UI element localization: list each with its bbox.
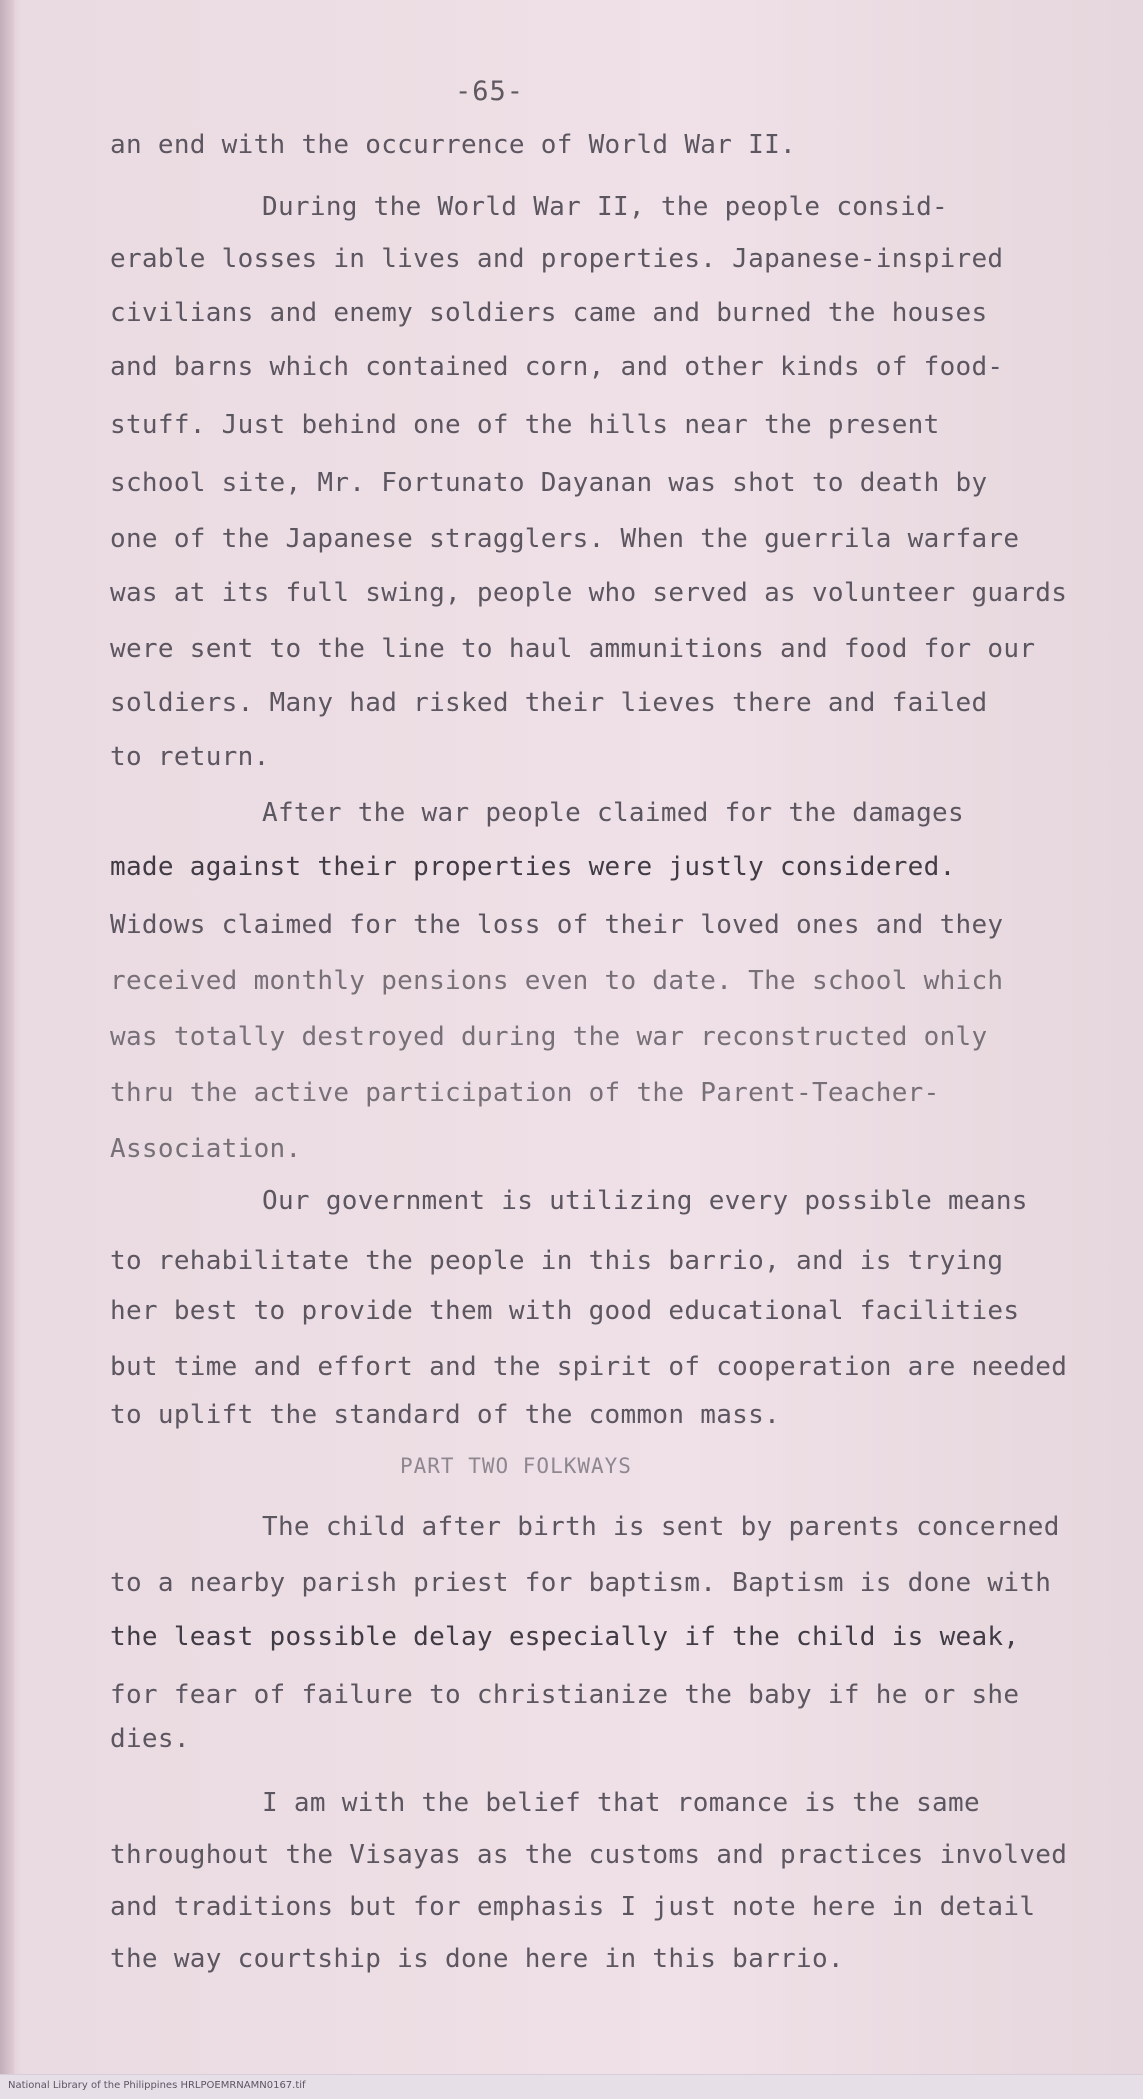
- text-line: to return.: [110, 742, 270, 772]
- text-line: her best to provide them with good educational facilities: [110, 1296, 1020, 1326]
- text-line: The child after birth is sent by parents concerned: [262, 1512, 1060, 1542]
- text-line: civilians and enemy soldiers came and burned the houses: [110, 298, 988, 328]
- section-heading: PART TWO FOLKWAYS: [400, 1454, 632, 1478]
- text-line: Our government is utilizing every possible means: [262, 1186, 1028, 1216]
- text-line: an end with the occurrence of World War II.: [110, 130, 796, 160]
- text-line: Association.: [110, 1134, 302, 1164]
- text-line: soldiers. Many had risked their lieves there and failed: [110, 688, 988, 718]
- text-line: Widows claimed for the loss of their loved ones and they: [110, 910, 1004, 940]
- text-line: thru the active participation of the Parent-Teacher-: [110, 1078, 940, 1108]
- text-line: was totally destroyed during the war reconstructed only: [110, 1022, 988, 1052]
- text-line: was at its full swing, people who served as volunteer guards: [110, 578, 1068, 608]
- text-line: made against their properties were justly considered.: [110, 852, 956, 882]
- text-line: throughout the Visayas as the customs and practices involved: [110, 1840, 1068, 1870]
- text-line: but time and effort and the spirit of cooperation are needed: [110, 1352, 1068, 1382]
- text-line: to a nearby parish priest for baptism. Baptism is done with: [110, 1568, 1052, 1598]
- text-line: to uplift the standard of the common mass.: [110, 1400, 781, 1430]
- text-line: I am with the belief that romance is the same: [262, 1788, 980, 1818]
- archive-footer-text: National Library of the Philippines HRLPOEMRNAMN0167.tif: [8, 2080, 306, 2091]
- text-line: for fear of failure to christianize the baby if he or she: [110, 1680, 1020, 1710]
- text-line: school site, Mr. Fortunato Dayanan was shot to death by: [110, 468, 988, 498]
- text-line: to rehabilitate the people in this barrio, and is trying: [110, 1246, 1004, 1276]
- binding-edge: [0, 0, 14, 2099]
- text-line: the least possible delay especially if the child is weak,: [110, 1622, 1020, 1652]
- text-line: and barns which contained corn, and other kinds of food-: [110, 352, 1004, 382]
- text-line: received monthly pensions even to date. The school which: [110, 966, 1004, 996]
- text-line: dies.: [110, 1724, 190, 1754]
- text-line: one of the Japanese stragglers. When the guerrila warfare: [110, 524, 1020, 554]
- page-number: -65-: [455, 76, 525, 107]
- text-line: stuff. Just behind one of the hills near the present: [110, 410, 940, 440]
- text-line: and traditions but for emphasis I just note here in detail: [110, 1892, 1036, 1922]
- text-line: the way courtship is done here in this barrio.: [110, 1944, 844, 1974]
- text-line: erable losses in lives and properties. Japanese-inspired: [110, 244, 1004, 274]
- text-line: were sent to the line to haul ammunitions and food for our: [110, 634, 1036, 664]
- text-line: During the World War II, the people consid-: [262, 192, 948, 222]
- text-line: After the war people claimed for the damages: [262, 798, 964, 828]
- archive-footer: [0, 2074, 1143, 2099]
